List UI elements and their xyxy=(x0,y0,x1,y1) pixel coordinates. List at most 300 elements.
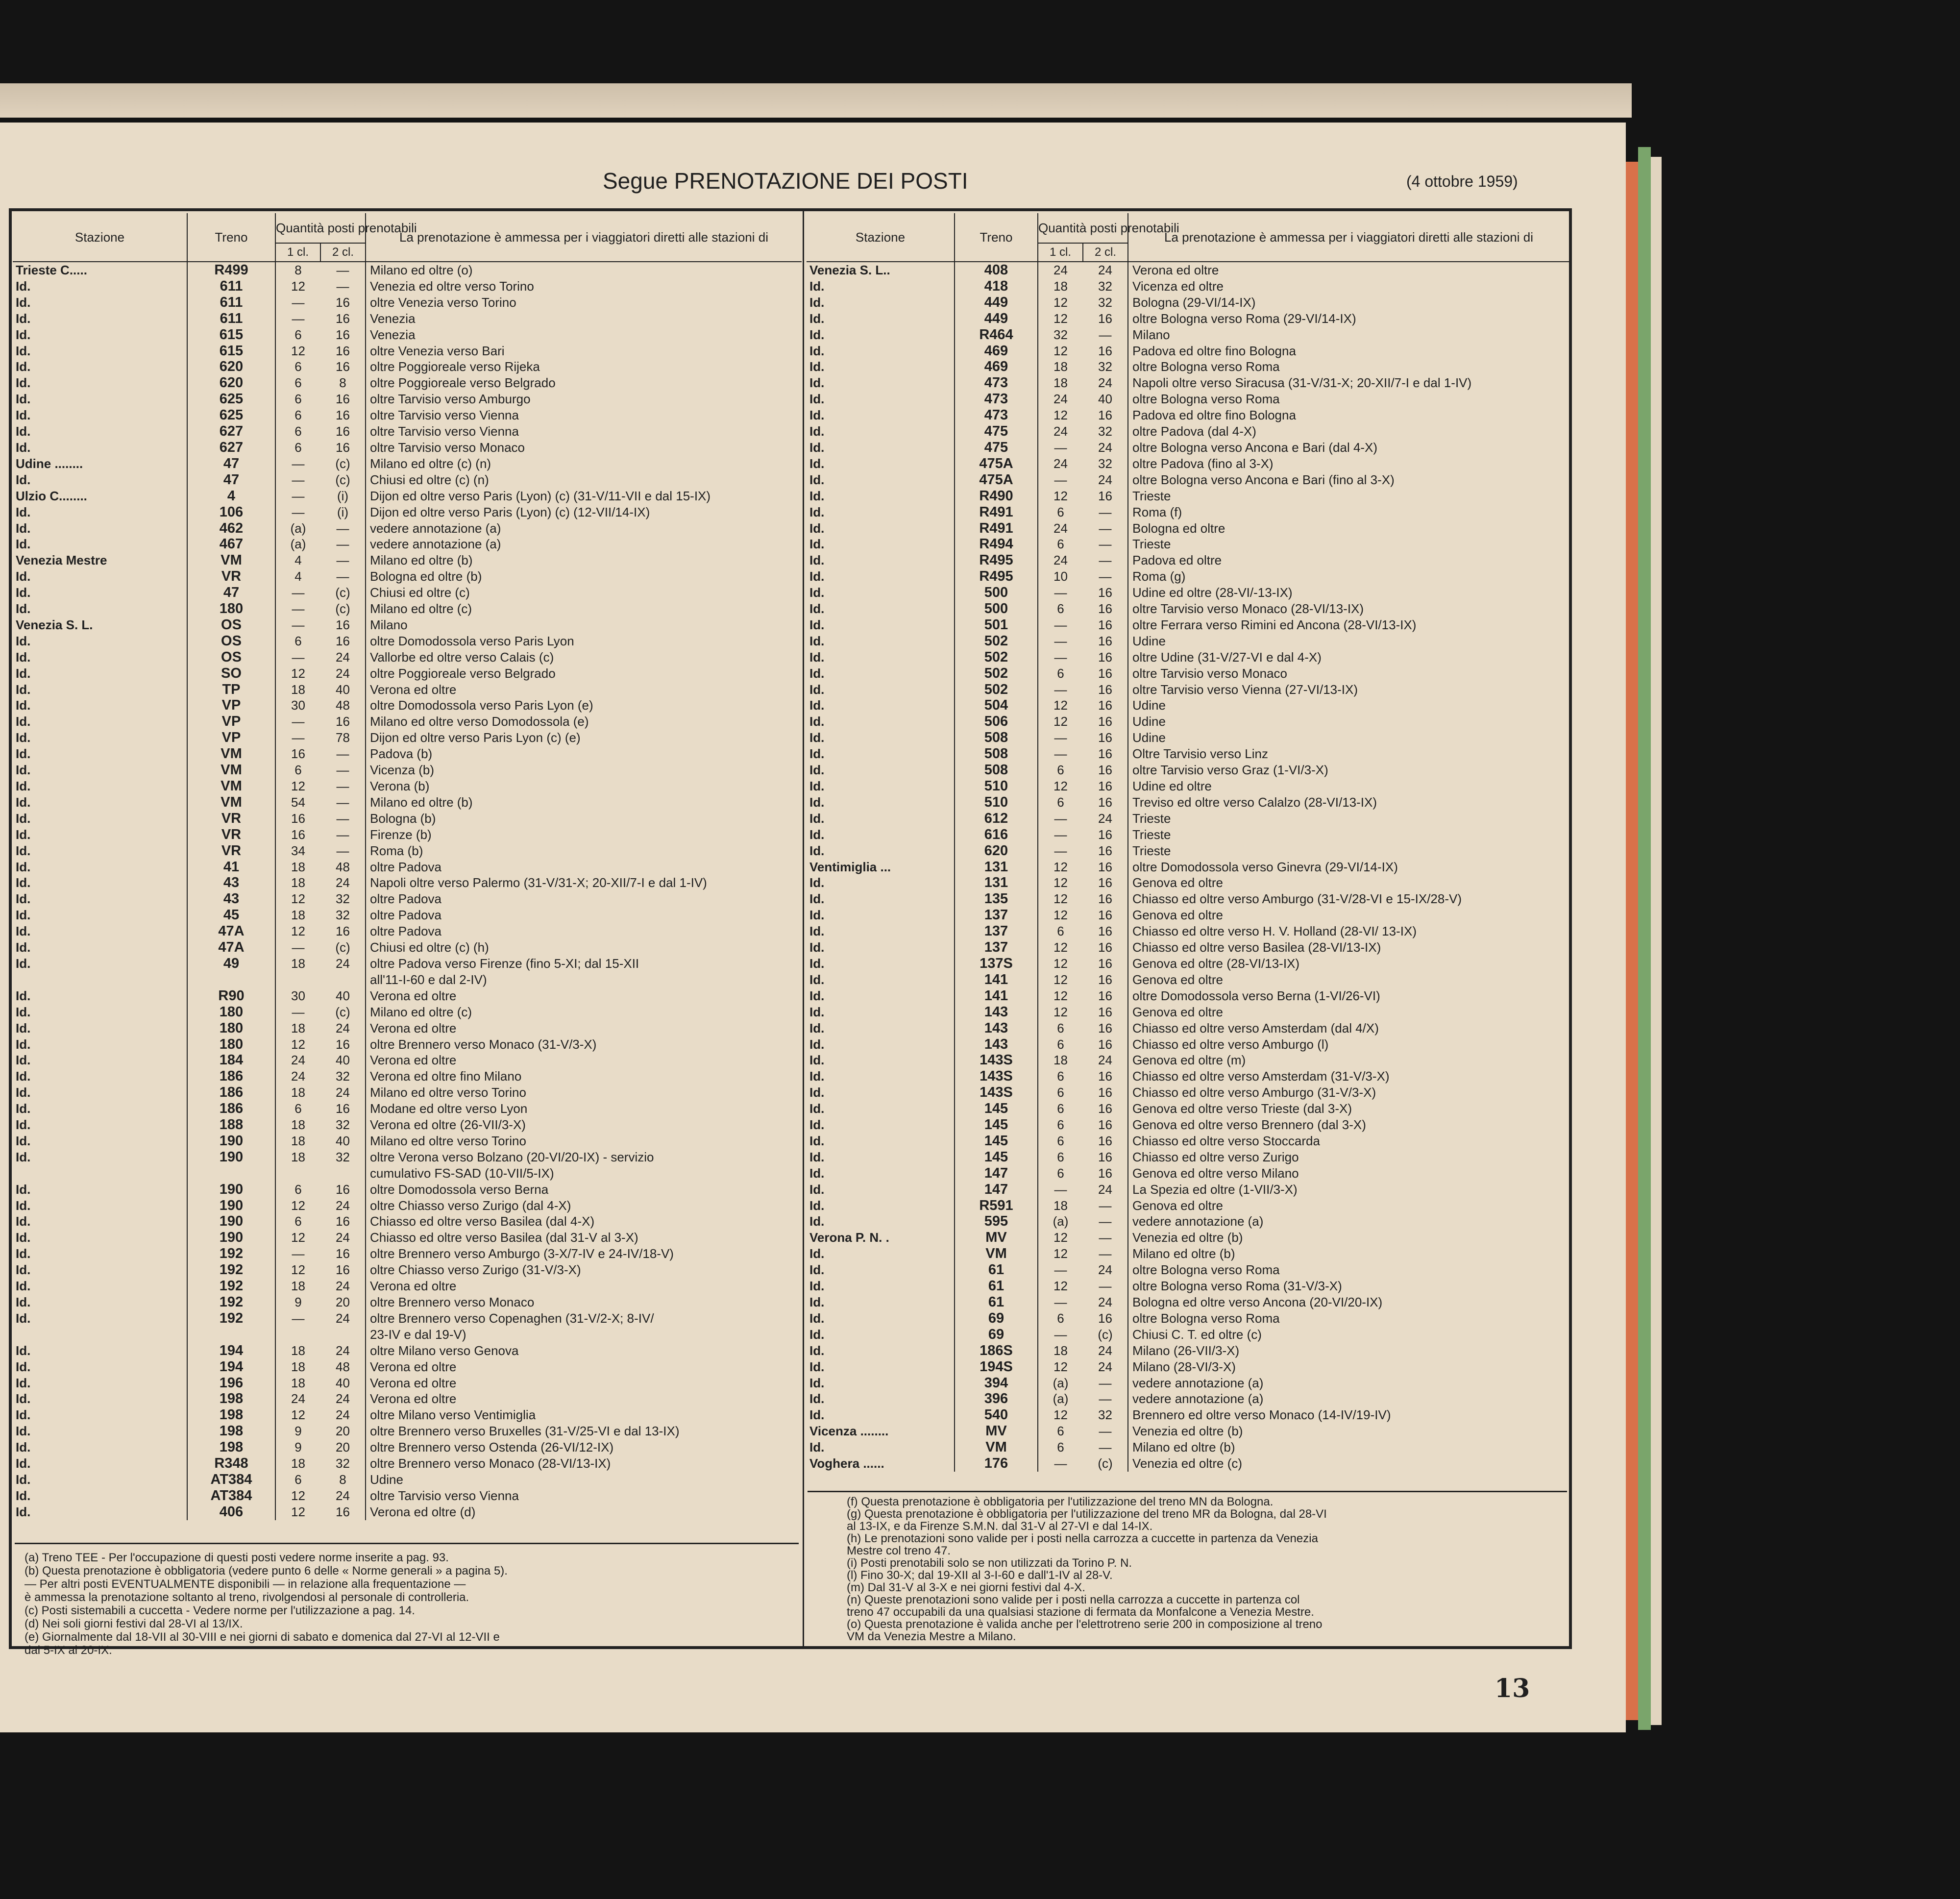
table-row xyxy=(13,1149,802,1165)
class-2-seats-cell: 32 xyxy=(320,1068,366,1085)
station-cell: Id. xyxy=(13,1133,187,1149)
footnote-line: (i) Posti prenotabili solo se non utilizzati da Torino P. N. xyxy=(847,1556,1132,1570)
class-1-seats-cell: — xyxy=(292,940,305,955)
table-row xyxy=(807,843,1569,859)
class-2-seats-cell: 24 xyxy=(320,1488,366,1504)
class-2-seats-cell: 16 xyxy=(1083,633,1128,649)
station-cell: Id. xyxy=(13,1262,187,1278)
train-cell: 502 xyxy=(955,633,1038,649)
station-cell: Id. xyxy=(13,1310,187,1327)
train-cell: 540 xyxy=(955,1407,1038,1423)
class-2-seats-cell: 16 xyxy=(1083,714,1128,730)
footnote-separator-left xyxy=(15,1543,799,1544)
destination-cell: Milano ed oltre verso Domodossola (e) xyxy=(370,714,589,729)
class-1-seats-cell: 6 xyxy=(1057,1101,1064,1116)
destination-cell: vedere annotazione (a) xyxy=(370,520,501,536)
train-cell: 43 xyxy=(187,891,275,907)
train-cell: 143 xyxy=(955,1036,1038,1053)
destination-cell: all'11-I-60 e dal 2-IV) xyxy=(370,972,487,987)
table-row xyxy=(13,891,802,907)
destination-cell: oltre Chiasso verso Zurigo (dal 4-X) xyxy=(370,1198,571,1213)
col-header-class-2: 2 cl. xyxy=(320,243,366,262)
class-2-seats-cell: (i) xyxy=(320,488,366,504)
table-row xyxy=(13,843,802,859)
train-cell: 4 xyxy=(187,488,275,504)
table-row xyxy=(807,504,1569,520)
class-2-seats-cell: 16 xyxy=(1083,778,1128,794)
col-header-station: Stazione xyxy=(13,213,187,262)
station-cell: Id. xyxy=(807,1343,955,1359)
station-cell: Id. xyxy=(807,1375,955,1391)
destination-cell: Vallorbe ed oltre verso Calais (c) xyxy=(370,649,554,665)
document-page xyxy=(0,123,1626,1732)
table-row xyxy=(807,1004,1569,1020)
table-row xyxy=(13,1117,802,1133)
train-cell: 180 xyxy=(187,601,275,617)
train-cell: 473 xyxy=(955,375,1038,391)
footnote-line: (c) Posti sistemabili a cuccetta - Vedere norme per l'utilizzazione a pag. 14. xyxy=(24,1604,415,1617)
col-header-quantity: Quantità posti prenotabili xyxy=(275,213,366,243)
station-cell: Id. xyxy=(807,1359,955,1375)
train-cell: 137S xyxy=(955,956,1038,972)
class-1-seats-cell: 12 xyxy=(291,1504,305,1519)
destination-cell: Udine ed oltre (28-VI/-13-IX) xyxy=(1132,585,1293,600)
class-1-seats-cell: 18 xyxy=(291,1117,305,1133)
table-row xyxy=(807,1375,1569,1391)
station-cell: Id. xyxy=(807,1020,955,1036)
class-2-seats-cell xyxy=(320,1327,366,1343)
destination-cell: Genova ed oltre (28-VI/13-IX) xyxy=(1132,956,1300,971)
destination-cell: Verona ed oltre xyxy=(370,1279,457,1294)
train-cell: 176 xyxy=(955,1455,1038,1472)
destination-cell: Vicenza (b) xyxy=(370,763,435,778)
station-cell: Id. xyxy=(807,988,955,1004)
class-1-seats-cell: 12 xyxy=(1054,1246,1068,1261)
destination-cell: Chiusi ed oltre (c) (h) xyxy=(370,940,489,955)
station-cell: Id. xyxy=(13,875,187,891)
train-cell: R494 xyxy=(955,536,1038,552)
table-row xyxy=(807,1036,1569,1053)
class-1-seats-cell: — xyxy=(1054,730,1067,745)
destination-cell: oltre Bologna verso Ancona e Bari (dal 4-X) xyxy=(1132,440,1378,455)
destination-cell: Bologna (b) xyxy=(370,811,436,826)
table-row xyxy=(13,343,802,359)
station-cell: Id. xyxy=(807,1262,955,1278)
station-cell: Id. xyxy=(807,440,955,456)
class-2-seats-cell: 16 xyxy=(320,923,366,939)
destination-cell: Verona ed oltre xyxy=(370,1053,457,1068)
table-row xyxy=(807,311,1569,327)
destination-cell: Milano ed oltre verso Torino xyxy=(370,1085,526,1100)
class-2-seats-cell: (c) xyxy=(320,456,366,472)
train-cell: 61 xyxy=(955,1278,1038,1294)
footnote-line: al 13-IX, e da Firenze S.M.N. dal 31-V al 27-VI e dal 14-IX. xyxy=(847,1520,1153,1533)
train-cell: 508 xyxy=(955,762,1038,778)
destination-cell: oltre Verona verso Bolzano (20-VI/20-IX) - servizio xyxy=(370,1149,654,1164)
station-cell: Id. xyxy=(807,1391,955,1407)
destination-cell: oltre Ferrara verso Rimini ed Ancona (28-VI/13-IX) xyxy=(1132,617,1417,632)
class-2-seats-cell: 24 xyxy=(1083,1359,1128,1375)
table-row xyxy=(807,875,1569,891)
class-1-seats-cell: — xyxy=(292,472,305,487)
table-row xyxy=(13,1327,802,1343)
table-row xyxy=(13,1455,802,1472)
train-cell: R499 xyxy=(187,262,275,278)
class-2-seats-cell: 24 xyxy=(1083,1262,1128,1278)
station-cell: Id. xyxy=(807,1068,955,1085)
station-cell: Venezia Mestre xyxy=(13,552,187,568)
station-cell: Id. xyxy=(13,682,187,698)
station-cell: Venezia S. L.. xyxy=(807,262,955,278)
station-cell: Id. xyxy=(13,633,187,649)
footnote-separator-right xyxy=(808,1491,1567,1492)
class-2-seats-cell: 16 xyxy=(1083,875,1128,891)
table-row xyxy=(807,1391,1569,1407)
table-row xyxy=(13,1359,802,1375)
station-cell: Trieste C..... xyxy=(13,262,187,278)
train-cell: 141 xyxy=(955,988,1038,1004)
class-1-seats-cell: — xyxy=(292,311,305,326)
destination-cell: vedere annotazione (a) xyxy=(1132,1375,1264,1390)
table-row xyxy=(13,1375,802,1391)
table-row xyxy=(807,1343,1569,1359)
class-2-seats-cell: 32 xyxy=(320,891,366,907)
destination-cell: Venezia ed oltre (c) xyxy=(1132,1456,1243,1471)
class-2-seats-cell: 16 xyxy=(320,617,366,633)
class-2-seats-cell: 16 xyxy=(1083,697,1128,714)
class-1-seats-cell: 6 xyxy=(294,1182,302,1197)
train-cell: 615 xyxy=(187,343,275,359)
class-2-seats-cell: 24 xyxy=(320,1310,366,1327)
train-cell: 625 xyxy=(187,391,275,407)
destination-cell: Chiasso ed oltre verso Amsterdam (31-V/3-X) xyxy=(1132,1069,1390,1084)
station-cell: Id. xyxy=(807,1278,955,1294)
class-1-seats-cell: (a) xyxy=(1053,1214,1069,1229)
train-cell: 194S xyxy=(955,1359,1038,1375)
col-header-class-2: 2 cl. xyxy=(1083,243,1128,262)
class-1-seats-cell xyxy=(275,1165,320,1182)
station-cell: Id. xyxy=(13,939,187,956)
table-row xyxy=(807,1198,1569,1214)
destination-cell: Chiasso ed oltre verso Basilea (dal 4-X) xyxy=(370,1214,595,1229)
destination-cell: Trieste xyxy=(1132,827,1171,842)
destination-cell: Milano (26-VII/3-X) xyxy=(1132,1343,1240,1358)
class-2-seats-cell: 8 xyxy=(320,375,366,391)
station-cell xyxy=(13,1327,187,1343)
class-2-seats-cell: 16 xyxy=(320,633,366,649)
destination-cell: Treviso ed oltre verso Calalzo (28-VI/13-IX) xyxy=(1132,794,1377,810)
class-1-seats-cell: 12 xyxy=(291,779,305,793)
train-cell: 194 xyxy=(187,1359,275,1375)
class-1-seats-cell: 34 xyxy=(291,843,305,858)
train-cell: 41 xyxy=(187,859,275,875)
class-2-seats-cell: 24 xyxy=(320,1230,366,1246)
table-row xyxy=(807,1182,1569,1198)
table-row xyxy=(807,472,1569,488)
footnote-line: (d) Nei soli giorni festivi dal 28-VI al 13/IX. xyxy=(24,1617,243,1630)
class-1-seats-cell: 24 xyxy=(291,1069,305,1084)
class-1-seats-cell: 12 xyxy=(291,278,305,294)
class-2-seats-cell: 40 xyxy=(320,682,366,698)
class-1-seats-cell xyxy=(275,1327,320,1343)
station-cell: Id. xyxy=(13,907,187,923)
train-cell: OS xyxy=(187,633,275,649)
train-cell: AT384 xyxy=(187,1488,275,1504)
destination-cell: Bologna ed oltre verso Ancona (20-VI/20-IX) xyxy=(1132,1295,1383,1309)
station-cell: Id. xyxy=(13,843,187,859)
class-2-seats-cell: — xyxy=(320,746,366,762)
destination-cell: Milano xyxy=(370,617,408,632)
train-cell: 469 xyxy=(955,359,1038,375)
train-cell: VP xyxy=(187,714,275,730)
class-2-seats-cell: — xyxy=(1083,1230,1128,1246)
class-2-seats-cell: 16 xyxy=(1083,585,1128,601)
class-1-seats-cell: 18 xyxy=(291,1085,305,1100)
station-cell: Id. xyxy=(807,1165,955,1182)
table-row xyxy=(13,1294,802,1310)
class-1-seats-cell: 6 xyxy=(1057,1085,1064,1100)
class-2-seats-cell: 24 xyxy=(1083,472,1128,488)
class-2-seats-cell: 16 xyxy=(320,343,366,359)
table-row xyxy=(807,762,1569,778)
class-1-seats-cell: 12 xyxy=(291,343,305,358)
station-cell: Id. xyxy=(13,1343,187,1359)
destination-cell: Milano ed oltre verso Torino xyxy=(370,1133,526,1148)
station-cell: Id. xyxy=(13,585,187,601)
footnote-line: (e) Giornalmente dal 18-VII al 30-VIII e nei giorni di sabato e domenica dal 27-VI al 12-VII e xyxy=(24,1630,500,1644)
station-cell: Id. xyxy=(807,423,955,440)
station-cell: Id. xyxy=(807,278,955,295)
train-cell: 467 xyxy=(187,536,275,552)
class-1-seats-cell: 12 xyxy=(1054,488,1068,503)
table-row xyxy=(13,585,802,601)
class-1-seats-cell: 8 xyxy=(294,263,302,277)
station-cell: Id. xyxy=(13,649,187,666)
station-cell: Id. xyxy=(13,520,187,537)
station-cell: Id. xyxy=(13,1488,187,1504)
table-row xyxy=(13,504,802,520)
class-1-seats-cell: — xyxy=(1054,682,1067,697)
destination-cell: Genova ed oltre xyxy=(1132,972,1224,987)
destination-cell: Genova ed oltre verso Trieste (dal 3-X) xyxy=(1132,1101,1352,1116)
train-cell: 198 xyxy=(187,1407,275,1423)
destination-cell: oltre Bologna verso Roma xyxy=(1132,1310,1280,1326)
class-2-seats-cell: 16 xyxy=(320,714,366,730)
destination-cell: Roma (b) xyxy=(370,843,423,858)
table-row xyxy=(13,1504,802,1520)
destination-cell: oltre Bologna verso Roma (29-VI/14-IX) xyxy=(1132,311,1356,326)
table-row xyxy=(807,520,1569,537)
table-row xyxy=(807,617,1569,633)
class-1-seats-cell: 12 xyxy=(1054,972,1068,987)
class-1-seats-cell: 30 xyxy=(291,988,305,1003)
destination-cell: Padova (b) xyxy=(370,746,433,762)
footnote-line: (h) Le prenotazioni sono valide per i posti nella carrozza a cuccette in partenza da Venezia xyxy=(847,1532,1318,1545)
class-2-seats-cell: 8 xyxy=(320,1472,366,1488)
destination-cell: oltre Domodossola verso Paris Lyon (e) xyxy=(370,698,593,713)
table-row xyxy=(807,1278,1569,1294)
station-cell: Id. xyxy=(13,1278,187,1294)
train-cell: 145 xyxy=(955,1117,1038,1133)
station-cell: Id. xyxy=(13,762,187,778)
train-cell: OS xyxy=(187,649,275,666)
table-row xyxy=(13,311,802,327)
station-cell: Id. xyxy=(807,1246,955,1262)
table-row xyxy=(807,1359,1569,1375)
station-cell: Id. xyxy=(13,1407,187,1423)
destination-cell: Venezia xyxy=(370,311,416,326)
destination-cell: oltre Padova (dal 4-X) xyxy=(1132,424,1256,439)
class-1-seats-cell: 24 xyxy=(1054,456,1068,471)
train-cell: 143S xyxy=(955,1085,1038,1101)
train-cell: 408 xyxy=(955,262,1038,278)
station-cell: Id. xyxy=(13,1439,187,1455)
station-cell: Id. xyxy=(13,327,187,343)
class-2-seats-cell: — xyxy=(320,827,366,843)
destination-cell: oltre Brennero verso Ostenda (26-VI/12-IX) xyxy=(370,1440,614,1455)
destination-cell: Verona ed oltre fino Milano xyxy=(370,1069,522,1084)
class-1-seats-cell: — xyxy=(292,730,305,745)
table-row xyxy=(807,488,1569,504)
table-row xyxy=(807,907,1569,923)
class-1-seats-cell: 12 xyxy=(291,666,305,681)
station-cell: Id. xyxy=(807,843,955,859)
train-cell: MV xyxy=(955,1230,1038,1246)
train-cell: 135 xyxy=(955,891,1038,907)
class-1-seats-cell: 12 xyxy=(291,891,305,907)
class-1-seats-cell: 6 xyxy=(294,763,302,778)
table-row xyxy=(13,1052,802,1068)
table-row xyxy=(13,714,802,730)
class-1-seats-cell: 12 xyxy=(1054,988,1068,1003)
class-1-seats-cell: — xyxy=(1054,1182,1067,1197)
table-row xyxy=(13,1343,802,1359)
class-2-seats-cell: — xyxy=(1083,568,1128,585)
footnotes-right xyxy=(847,1496,1557,1643)
destination-cell: oltre Tarvisio verso Monaco xyxy=(370,440,525,455)
table-row xyxy=(807,1439,1569,1455)
train-cell: VP xyxy=(187,730,275,746)
destination-cell: Dijon ed oltre verso Paris (Lyon) (c) (31-V/11-VII e dal 15-IX) xyxy=(370,488,711,503)
train-cell: 504 xyxy=(955,697,1038,714)
class-2-seats-cell: — xyxy=(1083,327,1128,343)
table-row xyxy=(807,1310,1569,1327)
table-row xyxy=(13,1004,802,1020)
class-1-seats-cell: 6 xyxy=(1057,763,1064,778)
class-2-seats-cell: — xyxy=(1083,1246,1128,1262)
station-cell: Id. xyxy=(807,568,955,585)
station-cell: Id. xyxy=(13,440,187,456)
class-1-seats-cell: 12 xyxy=(1054,1359,1068,1374)
class-2-seats-cell: 16 xyxy=(1083,666,1128,682)
station-cell: Id. xyxy=(13,472,187,488)
footnote-line: è ammessa la prenotazione soltanto al treno, rivolgendosi al personale di controlleria. xyxy=(24,1591,469,1604)
destination-cell: oltre Tarvisio verso Vienna xyxy=(370,408,519,423)
table-row xyxy=(807,1085,1569,1101)
station-cell: Id. xyxy=(807,1101,955,1117)
table-row xyxy=(13,1278,802,1294)
table-row xyxy=(13,472,802,488)
train-cell: 406 xyxy=(187,1504,275,1520)
class-2-seats-cell: 16 xyxy=(1083,1085,1128,1101)
station-cell: Id. xyxy=(807,1117,955,1133)
class-2-seats-cell: 16 xyxy=(320,1504,366,1520)
class-1-seats-cell: (a) xyxy=(1053,1375,1069,1390)
train-cell: VM xyxy=(187,762,275,778)
class-2-seats-cell: 16 xyxy=(1083,682,1128,698)
table-row xyxy=(807,536,1569,552)
station-cell: Id. xyxy=(807,456,955,472)
class-1-seats-cell: 30 xyxy=(291,698,305,713)
class-2-seats-cell: 16 xyxy=(320,1036,366,1053)
train-cell: 627 xyxy=(187,440,275,456)
class-2-seats-cell: 48 xyxy=(320,697,366,714)
destination-cell: Vicenza ed oltre xyxy=(1132,278,1224,294)
class-2-seats-cell: 16 xyxy=(320,311,366,327)
class-1-seats-cell: 12 xyxy=(291,1230,305,1245)
class-1-seats-cell: — xyxy=(1054,1456,1067,1471)
train-cell: VR xyxy=(187,568,275,585)
destination-cell: Chiasso ed oltre verso Amburgo (31-V/3-X) xyxy=(1132,1085,1376,1100)
train-cell: 612 xyxy=(955,811,1038,827)
col-header-allowed: La prenotazione è ammessa per i viaggiatori diretti alle stazioni di xyxy=(1128,213,1569,262)
class-1-seats-cell: 12 xyxy=(1054,940,1068,955)
destination-cell: Napoli oltre verso Palermo (31-V/31-X; 20-XII/7-I e dal 1-IV) xyxy=(370,875,707,890)
station-cell: Id. xyxy=(13,1359,187,1375)
train-cell: 49 xyxy=(187,956,275,972)
class-1-seats-cell: — xyxy=(1054,1327,1067,1342)
train-cell: AT384 xyxy=(187,1472,275,1488)
station-cell: Id. xyxy=(13,1149,187,1165)
train-cell: 198 xyxy=(187,1391,275,1407)
table-row xyxy=(13,601,802,617)
train-cell xyxy=(187,972,275,988)
station-cell: Id. xyxy=(13,827,187,843)
station-cell: Id. xyxy=(807,649,955,666)
station-cell: Id. xyxy=(807,1052,955,1068)
train-cell: 180 xyxy=(187,1020,275,1036)
table-row xyxy=(13,1310,802,1327)
station-cell: Id. xyxy=(13,391,187,407)
train-cell: 510 xyxy=(955,794,1038,811)
station-cell: Id. xyxy=(13,1230,187,1246)
train-cell: 45 xyxy=(187,907,275,923)
class-1-seats-cell: 12 xyxy=(1054,875,1068,890)
train-cell: 475 xyxy=(955,423,1038,440)
class-1-seats-cell: 18 xyxy=(291,682,305,697)
page-stack-edge xyxy=(0,83,1632,118)
destination-cell: La Spezia ed oltre (1-VII/3-X) xyxy=(1132,1182,1298,1197)
train-cell: 137 xyxy=(955,923,1038,939)
class-1-seats-cell: — xyxy=(292,617,305,632)
table-row xyxy=(13,407,802,423)
destination-cell: oltre Venezia verso Bari xyxy=(370,343,505,358)
train-cell: 194 xyxy=(187,1343,275,1359)
table-row xyxy=(13,682,802,698)
destination-cell: Chiasso ed oltre verso Stoccarda xyxy=(1132,1133,1320,1148)
destination-cell: Udine xyxy=(1132,698,1166,713)
class-2-seats-cell: — xyxy=(320,520,366,537)
destination-cell: vedere annotazione (a) xyxy=(370,537,501,552)
table-row xyxy=(807,568,1569,585)
station-cell: Id. xyxy=(807,1182,955,1198)
table-row xyxy=(13,295,802,311)
station-cell: Id. xyxy=(13,1472,187,1488)
class-2-seats-cell: 16 xyxy=(320,407,366,423)
destination-cell: Milano ed oltre (o) xyxy=(370,263,473,277)
class-1-seats-cell: 10 xyxy=(1054,569,1068,584)
station-cell: Id. xyxy=(13,1198,187,1214)
